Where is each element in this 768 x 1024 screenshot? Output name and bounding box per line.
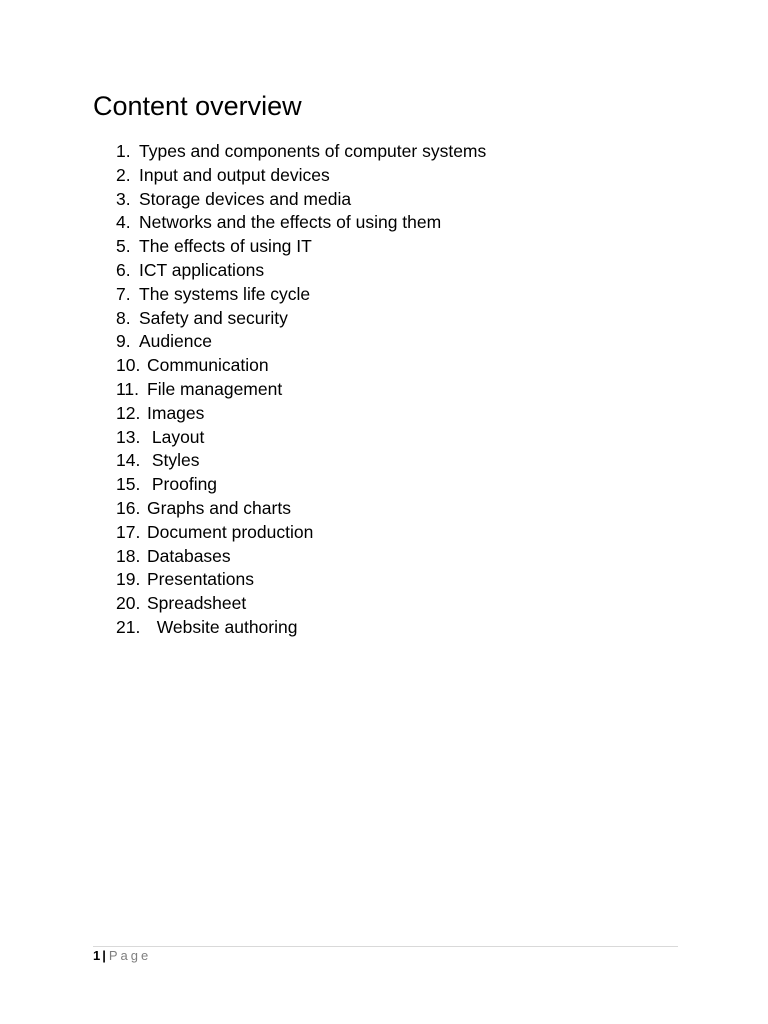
list-item xyxy=(116,402,486,426)
list-item-text: Document production xyxy=(147,521,314,542)
list-item-text: The effects of using IT xyxy=(139,236,312,257)
list-item xyxy=(116,616,486,640)
list-item-number: 17. xyxy=(116,521,141,542)
list-item xyxy=(116,354,486,378)
list-item-number: 18. xyxy=(116,545,141,566)
list-item-number: 3. xyxy=(116,188,131,209)
list-item-text: Databases xyxy=(147,545,231,566)
list-item xyxy=(116,283,486,307)
list-item xyxy=(116,568,486,592)
list-item-text: Audience xyxy=(139,331,212,352)
list-item-number: 9. xyxy=(116,331,131,352)
list-item-text: Layout xyxy=(147,426,205,447)
list-item-text: Images xyxy=(147,402,205,423)
list-item-number: 19. xyxy=(116,569,141,590)
list-item xyxy=(116,449,486,473)
list-item-number: 15. xyxy=(116,474,141,495)
list-item-number: 12. xyxy=(116,402,141,423)
list-item-number: 1. xyxy=(116,141,131,161)
list-item-text: Website authoring xyxy=(147,616,298,637)
list-item xyxy=(116,307,486,331)
list-item xyxy=(116,521,486,545)
list-item-number: 11. xyxy=(116,378,140,399)
list-item xyxy=(116,473,486,497)
list-item-number: 16. xyxy=(116,497,141,518)
list-item-number: 8. xyxy=(116,307,131,328)
list-item-number: 6. xyxy=(116,259,131,280)
list-item-text: Styles xyxy=(147,450,200,471)
content-list xyxy=(116,140,486,640)
list-item xyxy=(116,497,486,521)
list-item-text: Input and output devices xyxy=(139,164,330,185)
list-item-number: 14. xyxy=(116,450,141,471)
page-footer xyxy=(93,948,151,964)
list-item-number: 13. xyxy=(116,426,141,447)
list-item-text: Spreadsheet xyxy=(147,593,247,614)
list-item-text: Types and components of computer systems xyxy=(139,141,487,161)
list-item xyxy=(116,330,486,354)
list-item-text: Storage devices and media xyxy=(139,188,352,209)
list-item xyxy=(116,426,486,450)
list-item xyxy=(116,188,486,212)
list-item-text: Safety and security xyxy=(139,307,288,328)
list-item xyxy=(116,378,486,402)
list-item xyxy=(116,164,486,188)
list-item xyxy=(116,140,486,164)
list-item-number: 7. xyxy=(116,283,131,304)
list-item-text: File management xyxy=(147,378,283,399)
list-item-number: 20. xyxy=(116,593,141,614)
list-item xyxy=(116,545,486,569)
list-item-text: Networks and the effects of using them xyxy=(139,212,442,233)
list-item-text: ICT applications xyxy=(139,259,265,280)
list-item-number: 4. xyxy=(116,212,131,233)
footer-separator: | xyxy=(102,948,106,963)
list-item-number: 2. xyxy=(116,164,131,185)
list-item-number: 10. xyxy=(116,355,141,376)
list-item-text: Presentations xyxy=(147,569,255,590)
list-item xyxy=(116,592,486,616)
list-item-text: The systems life cycle xyxy=(139,283,311,304)
page-number: 1 xyxy=(93,948,101,963)
list-item xyxy=(116,259,486,283)
list-item-number: 5. xyxy=(116,236,131,257)
list-item xyxy=(116,211,486,235)
list-item-text: Graphs and charts xyxy=(147,497,291,518)
list-item-text: Proofing xyxy=(147,474,218,495)
footer-divider xyxy=(93,946,678,947)
list-item-number: 21. xyxy=(116,616,141,637)
page-label: Page xyxy=(108,948,152,963)
page-title: Content overview xyxy=(93,91,302,121)
list-item-text: Communication xyxy=(147,355,269,376)
list-item xyxy=(116,235,486,259)
